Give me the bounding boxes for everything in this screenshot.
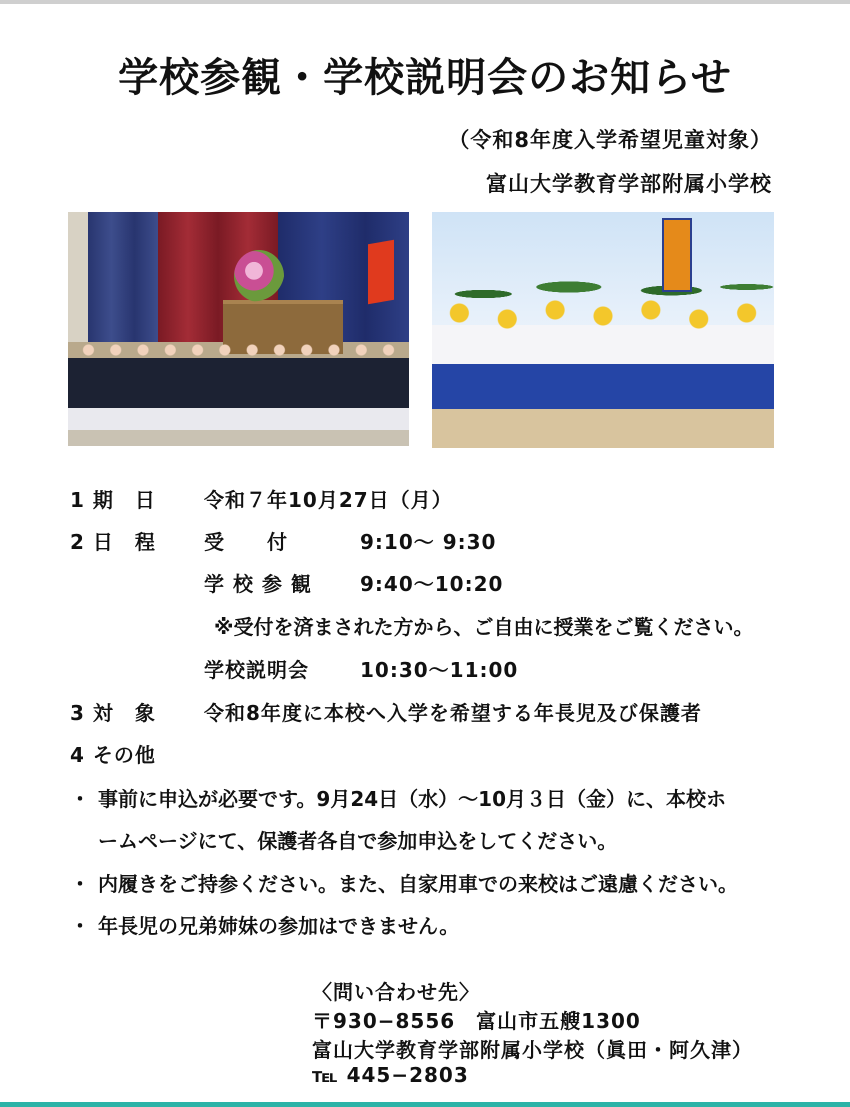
bottom-divider (0, 1102, 850, 1107)
contact-phone: ℡ 445−2803 (312, 1063, 469, 1087)
bullet-mark: ・ (70, 914, 90, 938)
contact-name: 富山大学教育学部附属小学校（眞田・阿久津） (312, 1038, 753, 1062)
visit-time: 9:40～10:20 (360, 572, 504, 596)
date-label: 1 期 日 (70, 488, 156, 512)
briefing-time: 10:30～11:00 (360, 658, 519, 682)
date-value: 令和７年10月27日（月） (204, 488, 453, 512)
ceremony-photo (68, 212, 409, 446)
target-subtitle: （令和8年度入学希望児童対象） (448, 128, 772, 152)
visit-note: ※受付を済まされた方から、ご自由に授業をご覧ください。 (214, 615, 754, 639)
briefing-row (204, 654, 518, 683)
bullet-application (70, 783, 726, 812)
contact-address: 〒930−8556 富山市五艘1300 (312, 1009, 641, 1033)
briefing-label: 学校説明会 (204, 658, 309, 682)
visit-row (204, 568, 503, 597)
bullet-shoes-text: 内履きをご持参ください。また、自家用車での来校はご遠慮ください。 (98, 872, 738, 896)
bullet-mark: ・ (70, 787, 90, 811)
sports-day-photo (432, 212, 774, 448)
bullet-siblings-text: 年長児の兄弟姉妹の参加はできません。 (98, 914, 460, 938)
bullet-application-line2: ームページにて、保護者各自で参加申込をしてください。 (98, 829, 618, 853)
school-name: 富山大学教育学部附属小学校 (486, 172, 772, 196)
contact-heading: 〈問い合わせ先〉 (312, 980, 480, 1004)
bullet-siblings (70, 910, 459, 939)
top-divider (0, 0, 850, 4)
schedule-row (70, 526, 496, 555)
schedule-label: 2 日 程 (70, 530, 156, 554)
target-label: 3 対 象 (70, 701, 156, 725)
bullet-shoes (70, 868, 738, 897)
bullet-mark: ・ (70, 872, 90, 896)
reception-label: 受 付 (204, 530, 288, 554)
reception-time: 9:10～ 9:30 (360, 530, 497, 554)
bullet-application-line1: 事前に申込が必要です。9月24日（水）～10月３日（金）に、本校ホ (98, 787, 726, 811)
page-title: 学校参観・学校説明会のお知らせ (118, 55, 732, 101)
other-heading: 4 その他 (70, 743, 156, 767)
visit-label: 学 校 参 観 (204, 572, 312, 596)
target-value: 令和8年度に本校へ入学を希望する年長児及び保護者 (204, 701, 702, 725)
date-row (70, 484, 453, 513)
target-row (70, 697, 702, 726)
